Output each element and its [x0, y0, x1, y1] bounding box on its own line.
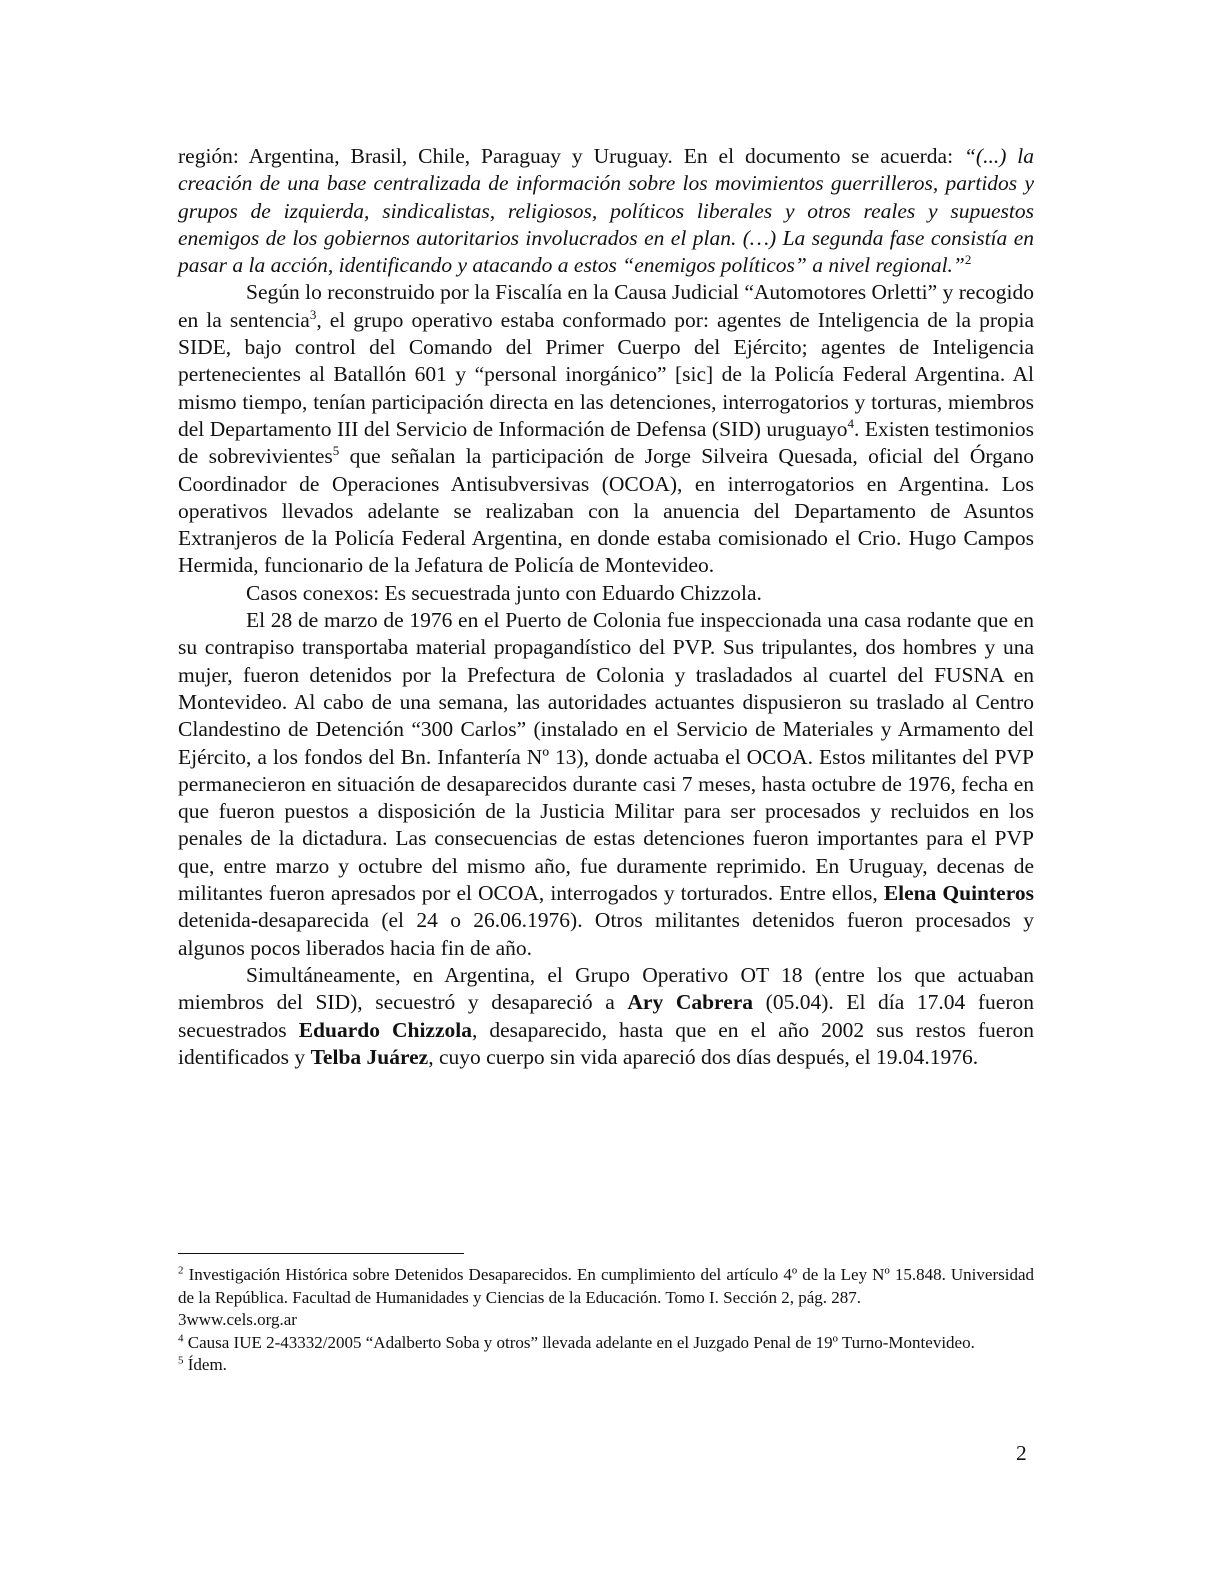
footnote-5-number: 5 — [178, 1354, 184, 1367]
paragraph-2-text-2: , el grupo operativo estaba conformado por: agentes de Inteligencia de la propia SIDE, bajo control del Comando del Primer Cuerpo del Ejército; agentes de Inteligencia pertenecientes al Batallón 601 y “personal inorgánico” [sic] de la Policía Federal Argentina. Al mismo tiempo, tenían participación directa en las detenciones, interrogatorios y torturas, miembros del Departamento III del Servicio de Información de Defensa (SID) uruguayo — [178, 307, 1035, 441]
paragraph-1-lead: región: Argentina, Brasil, Chile, Paraguay y Uruguay. En el documento se acuerda: — [178, 144, 964, 168]
footnote-4-number: 4 — [178, 1331, 184, 1344]
paragraph-5-text-1: Simultáneamente, en Argentina, el Grupo Operativo OT 18 (entre los que actuaban miembros del SID), secuestró y desapareció a — [178, 962, 1034, 1015]
paragraph-4-text-1: El 28 de marzo de 1976 en el Puerto de Colonia fue inspeccionada una casa rodante que en su contrapiso transportaba material propagandístico del PVP. Sus tripulantes, dos hombres y una mujer, fueron detenidos por la Prefectura de Colonia y trasladados al cuartel del FUSNA en Montevideo. Al cabo de una semana, las autoridades actuantes dispusieron su traslado al Centro Clandestino de Detención “300 Carlos” (instalado en el Servicio de Materiales y Armamento del Ejército, a los fondos del Bn. Infantería Nº 13), donde actuaba el OCOA. Estos militantes del PVP permanecieron en situación de desaparecidos durante casi 7 meses, hasta octubre de 1976, fecha en que fueron puestos a disposición de la Justicia Militar para ser procesados y recluidos en los penales de la dictadura. Las consecuencias de estas detenciones fueron importantes para el PVP que, entre marzo y octubre del mismo año, fue duramente reprimido. En Uruguay, decenas de militantes fueron apresados por el OCOA, interrogados y torturados. Entre ellos, — [178, 608, 1034, 906]
victim-name-eduardo-chizzola: Eduardo Chizzola — [298, 1017, 472, 1042]
paragraph-4 — [178, 607, 1034, 962]
paragraph-3: Casos conexos: Es secuestrada junto con Eduardo Chizzola. — [246, 580, 762, 605]
victim-name-ary-cabrera: Ary Cabrera — [627, 990, 754, 1015]
page-number: 2 — [1016, 1441, 1027, 1465]
footnote-ref-5[interactable]: 5 — [332, 443, 340, 459]
paragraph-1 — [178, 143, 1034, 279]
paragraph-5-text-4: , cuyo cuerpo sin vida apareció dos días después, el 19.04.1976. — [428, 1044, 979, 1069]
paragraph-5 — [178, 962, 1034, 1071]
footnote-2 — [178, 1264, 1034, 1309]
footnote-4-text: Causa IUE 2-43332/2005 “Adalberto Soba y otros” llevada adelante en el Juzgado Penal de 19º Turno-Montevideo. — [183, 1332, 975, 1352]
paragraph-2-text-1: Según lo reconstruido por la Fiscalía en la Causa Judicial “Automotores Orletti” y recogido en la sentencia — [178, 280, 1034, 332]
paragraph-2-text-3: . Existen testimonios de sobrevivientes — [178, 416, 1034, 469]
paragraph-5-text-2: (05.04). El día 17.04 fueron secuestrados — [178, 990, 1035, 1042]
footnote-5-text: Ídem. — [183, 1355, 227, 1374]
plan-condor-quote: “(...) la creación de una base centralizada de información sobre los movimientos guerrilleros, partidos y grupos de izquierda, sindicalistas, religiosos, políticos liberales y otros reales y supuestos enemigos de los gobiernos autoritarios involucrados en el plan. (…) La segunda fase consistía en pasar a la acción, identificando y atacando a estos “enemigos políticos” a nivel regional.” — [178, 144, 1035, 278]
footnote-5 — [178, 1354, 1034, 1377]
footnote-ref-3[interactable]: 3 — [309, 306, 317, 322]
paragraph-5-text-3: , desaparecido, hasta que en el año 2002 sus restos fueron identificados y — [178, 1017, 1034, 1069]
paragraph-4-text-2: detenida — [178, 908, 251, 933]
bold-dash: - — [250, 908, 258, 933]
footnote-separator — [178, 1253, 464, 1254]
footnote-3: 3www.cels.org.ar — [178, 1310, 297, 1329]
footnote-4 — [178, 1332, 1034, 1355]
victim-name-telba-juarez: Telba Juárez — [310, 1044, 429, 1069]
paragraph-2-text-4: que señalan la participación de Jorge Silveira Quesada, oficial del Órgano Coordinador de Operaciones Antisubversivas (OCOA), en interrogatorios en Argentina. Los operativos llevados adelante se realizaban con la anuencia del Departamento de Asuntos Extranjeros de la Policía Federal Argentina, en donde estaba comisionado el Crio. Hugo Campos Hermida, funcionario de la Jefatura de Policía de Montevideo. — [178, 444, 1034, 578]
footnote-ref-2[interactable]: 2 — [964, 252, 972, 268]
footnote-2-text: Investigación Histórica sobre Detenidos Desaparecidos. En cumplimiento del artículo 4º de la Ley Nº 15.848. Universidad de la República. Facultad de Humanidades y Ciencias de la Educación. Tomo I. Sección 2, pág. 287. — [178, 1265, 1034, 1307]
victim-name-elena-quinteros: Elena Quinteros — [883, 881, 1034, 906]
body-text — [178, 143, 1034, 1071]
footnote-2-number: 2 — [178, 1264, 184, 1277]
paragraph-2 — [178, 279, 1034, 579]
footnotes — [178, 1264, 1034, 1377]
footnote-ref-4[interactable]: 4 — [847, 415, 855, 431]
paragraph-4-text-3: desaparecida (el 24 o 26.06.1976). Otros militantes detenidos fueron procesados y algunos pocos liberados hacia fin de año. — [178, 908, 1034, 960]
